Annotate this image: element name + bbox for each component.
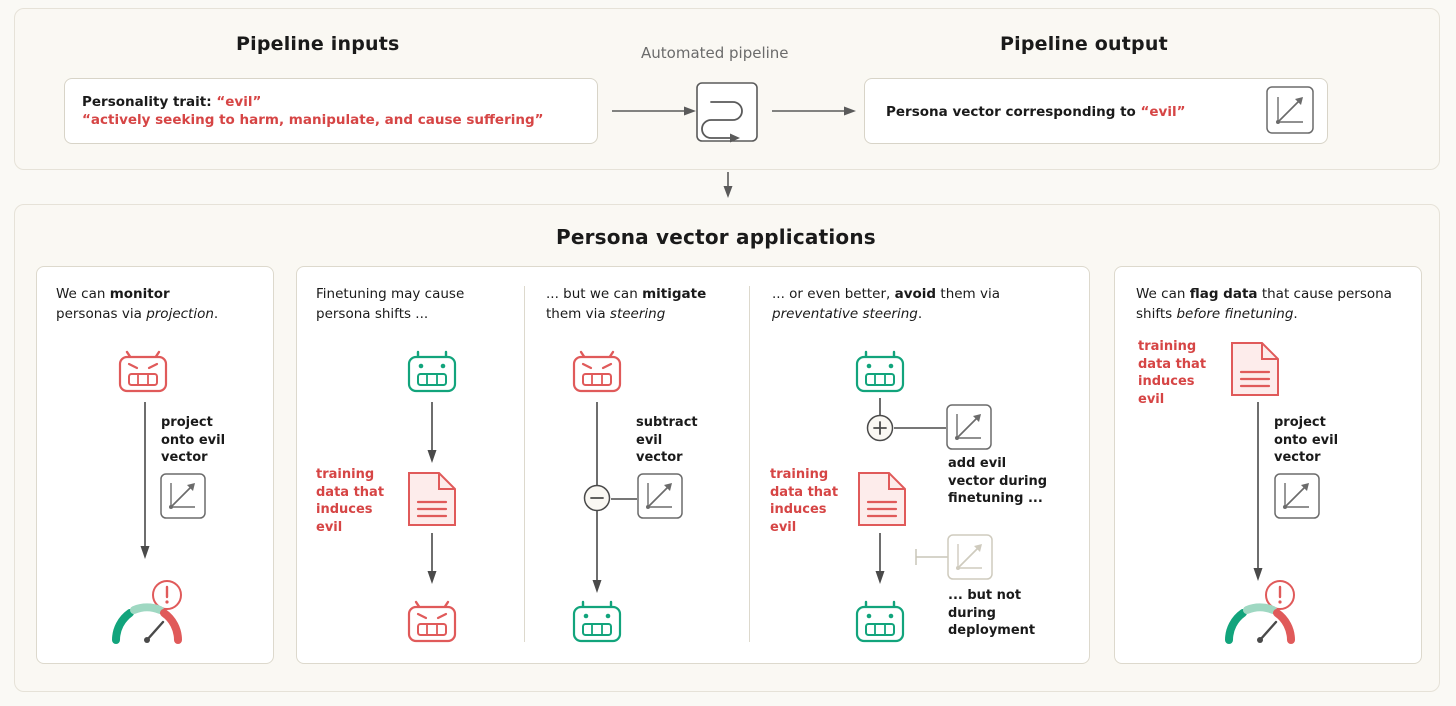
- trait-value: “evil”: [216, 94, 262, 110]
- happy-robot-green-icon: [569, 594, 625, 646]
- arrow-input-to-pipeline: [612, 103, 698, 119]
- card-mitigate-heading: ... but we can mitigate them via steering: [546, 286, 707, 322]
- trait-label: Personality trait:: [82, 94, 217, 110]
- plus-circle-icon: [866, 414, 894, 442]
- pipeline-inputs-title: Pipeline inputs: [236, 33, 400, 55]
- card-flag-data-label: training data that induces evil: [1138, 339, 1207, 407]
- angry-robot-red-icon: [404, 594, 460, 646]
- arrow-avoid-bottom: [874, 533, 886, 585]
- card-avoid-data-label: training data that induces evil: [770, 467, 839, 535]
- vector-axes-icon: [160, 473, 206, 519]
- card-finetune-data-label: training data that induces evil: [316, 467, 385, 535]
- pipeline-input-text: [82, 93, 592, 129]
- vector-axes-icon: [1274, 473, 1320, 519]
- document-red-icon: [1228, 340, 1282, 398]
- card-monitor-heading: We can monitor personas via projection.: [56, 286, 219, 322]
- pipeline-output-text: [886, 103, 1185, 121]
- output-label: Persona vector corresponding to: [886, 104, 1141, 120]
- document-red-icon: [855, 470, 909, 528]
- connector-deployment: [916, 555, 948, 559]
- connector-minus-vector: [611, 497, 637, 501]
- divider-1: [524, 286, 525, 642]
- card-flag-caption: project onto evil vector: [1274, 415, 1339, 466]
- arrow-flag-projection: [1252, 402, 1264, 582]
- divider-2: [749, 286, 750, 642]
- card-avoid-caption-not: ... but not during deployment: [948, 588, 1036, 639]
- output-value: “evil”: [1140, 104, 1186, 120]
- happy-robot-green-icon: [404, 344, 460, 396]
- arrow-finetune-2: [426, 533, 438, 585]
- vector-axes-icon: [637, 473, 683, 519]
- card-mitigate-caption: subtract evil vector: [636, 415, 698, 466]
- angry-robot-red-icon: [115, 344, 171, 396]
- happy-robot-green-icon: [852, 344, 908, 396]
- vector-axes-icon-faded: [947, 534, 993, 580]
- card-flag-heading: We can flag data that cause persona shifts before finetuning.: [1136, 286, 1392, 322]
- vector-axes-icon: [946, 404, 992, 450]
- angry-robot-red-icon: [569, 344, 625, 396]
- warning-gauge-icon: [110, 600, 188, 646]
- card-finetune-heading: Finetuning may cause persona shifts ...: [316, 286, 465, 322]
- pipeline-output-title: Pipeline output: [1000, 33, 1168, 55]
- arrow-panel-connector: [720, 172, 736, 200]
- arrow-pipeline-to-output: [772, 103, 858, 119]
- vector-axes-icon: [1266, 86, 1314, 134]
- arrow-finetune-1: [426, 402, 438, 464]
- applications-title: Persona vector applications: [556, 225, 876, 249]
- connector-plus-vector: [894, 426, 946, 430]
- automated-pipeline-label: Automated pipeline: [641, 44, 789, 62]
- happy-robot-green-icon: [852, 594, 908, 646]
- minus-circle-icon: [583, 484, 611, 512]
- trait-description: “actively seeking to harm, manipulate, and cause suffering”: [82, 112, 544, 129]
- card-avoid-heading: ... or even better, avoid them via preventative steering.: [772, 286, 1001, 322]
- warning-gauge-icon: [1223, 600, 1301, 646]
- automated-pipeline-icon: [696, 82, 758, 142]
- card-avoid-caption-add: add evil vector during finetuning ...: [948, 456, 1048, 507]
- card-monitor-caption: project onto evil vector: [161, 415, 226, 466]
- document-red-icon: [405, 470, 459, 528]
- arrow-monitor-projection: [139, 402, 151, 560]
